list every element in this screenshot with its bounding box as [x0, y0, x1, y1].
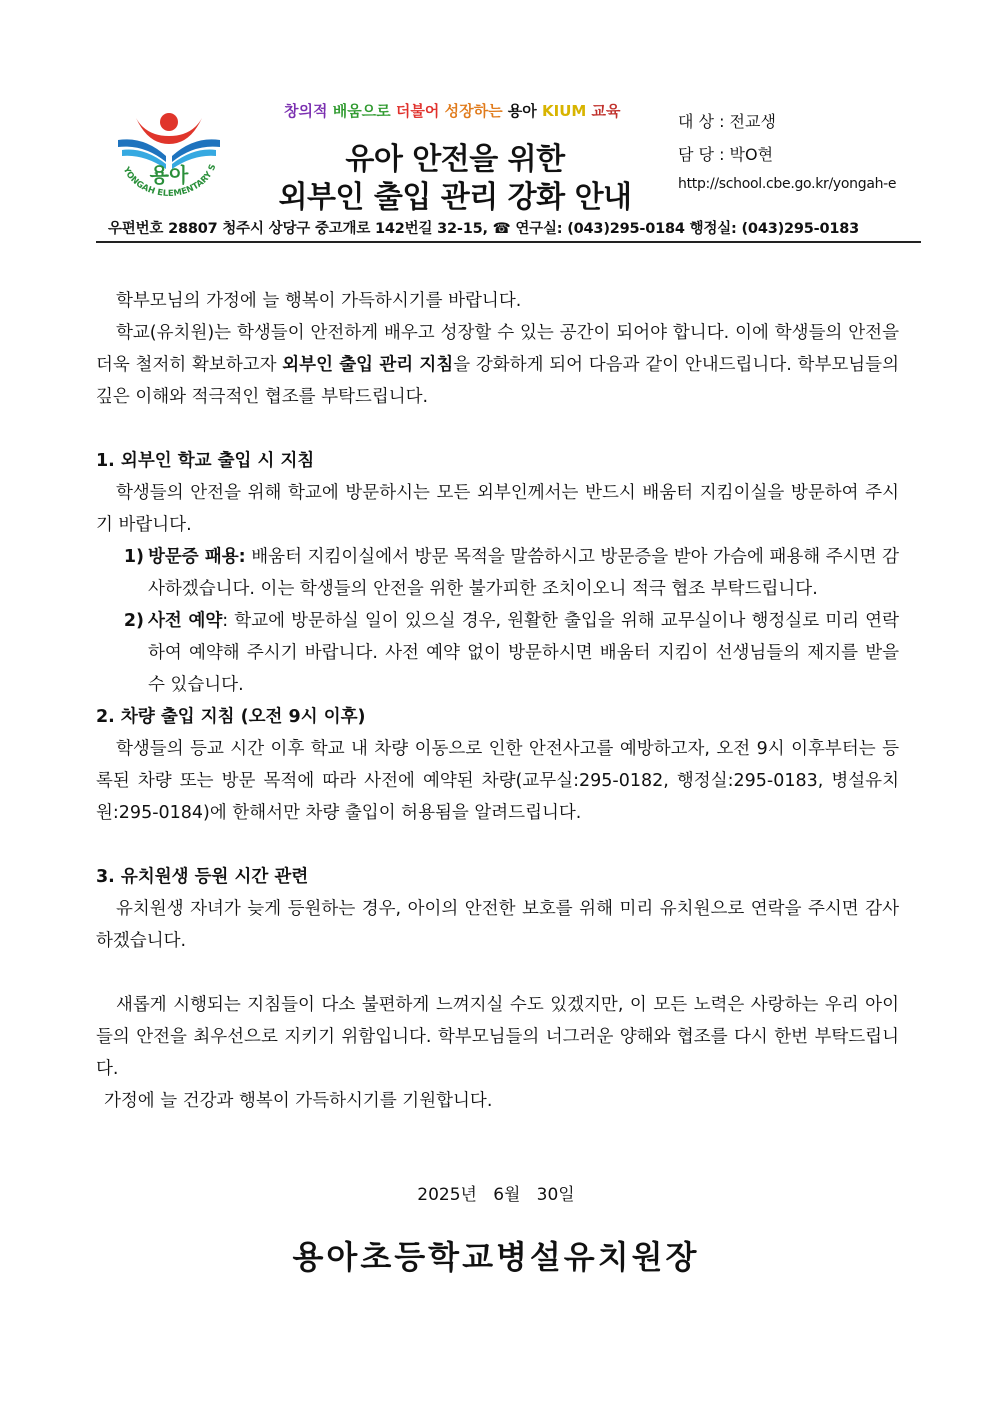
closing-paragraph: 새롭게 시행되는 지침들이 다소 불편하게 느껴지실 수도 있겠지만, 이 모든 노력은 사랑하는 우리 아이들의 안전을 최우선으로 지키기 위함입니다. 학부모님들의 너그러운 양해와 협조를 다시 한번 부탁드립니다.	[96, 995, 899, 1079]
intro-bold: 외부인 출입 관리 지침	[282, 355, 454, 375]
intro-text-b: 을 강화하게 되어 다음과 같이 안내드립니다. 학부모님들의 깊은 이해와 적극적인 협조를 부탁드립니다.	[96, 355, 899, 407]
section1-item-1	[96, 541, 899, 605]
section1-title: 1. 외부인 학교 출입 시 지침	[96, 451, 315, 471]
logo-text: 용아	[149, 163, 189, 187]
intro-paragraph	[96, 317, 899, 413]
target-audience: 대 상 : 전교생	[678, 112, 776, 131]
item-label: 방문증 패용:	[148, 547, 246, 567]
slogan-segment: 용아	[507, 102, 542, 120]
closing-wish: 가정에 늘 건강과 행복이 가득하시기를 기원합니다.	[104, 1091, 493, 1111]
section3-text: 유치원생 자녀가 늦게 등원하는 경우, 아이의 안전한 보호를 위해 미리 유치원으로 연락을 주시면 감사하겠습니다.	[96, 899, 899, 951]
document-title-line1: 유아 안전을 위한	[345, 142, 565, 177]
person-in-charge: 담 당 : 박O현	[678, 145, 774, 164]
item-label: 사전 예약	[148, 611, 223, 631]
item-number: 2)	[123, 611, 144, 631]
slogan-segment: 창의적	[284, 102, 333, 120]
greeting: 학부모님의 가정에 늘 행복이 가득하시기를 바랍니다.	[116, 291, 522, 311]
header-divider	[96, 241, 921, 243]
logo-school-name: YONGAH ELEMENTARY S	[120, 163, 219, 199]
slogan-segment: 교육	[591, 102, 621, 120]
slogan-segment: KIUM	[541, 102, 592, 120]
slogan-segment: 더불어	[395, 102, 445, 120]
school-logo	[108, 100, 230, 210]
document-title-line2: 외부인 출입 관리 강화 안내	[278, 180, 632, 215]
letter-body	[96, 285, 899, 1117]
item-text: 배움터 지킴이실에서 방문 목적을 말씀하시고 방문증을 받아 가슴에 패용해 주시면 감사하겠습니다. 이는 학생들의 안전을 위한 불가피한 조치이오니 적극 협조 부탁드립니다.	[148, 547, 899, 599]
school-slogan	[284, 100, 621, 121]
section1-text: 학생들의 안전을 위해 학교에 방문하시는 모든 외부인께서는 반드시 배움터 지킴이실을 방문하여 주시기 바랍니다.	[96, 483, 899, 535]
section3-title: 3. 유치원생 등원 시간 관련	[96, 867, 309, 887]
school-url: http://school.cbe.go.kr/yongah-e	[678, 176, 897, 192]
item-number: 1)	[123, 547, 144, 567]
section2-text: 학생들의 등교 시간 이후 학교 내 차량 이동으로 인한 안전사고를 예방하고자, 오전 9시 이후부터는 등록된 차량 또는 방문 목적에 따라 사전에 예약된 차량(교무실:295-0182, 행정실:295-0183, 병설유치원:295-0184)에 한해서만 차량 출입이 허용됨을 알려드립니다.	[96, 739, 899, 823]
signature: 용아초등학교병설유치원장	[292, 1238, 700, 1276]
slogan-segment: 성장하는	[444, 102, 508, 120]
slogan-segment: 배움으로	[332, 102, 396, 120]
item-text: : 학교에 방문하실 일이 있으실 경우, 원활한 출입을 위해 교무실이나 행정실로 미리 연락하여 예약해 주시기 바랍니다. 사전 예약 없이 방문하시면 배움터 지킴이 선생님들의 제지를 받을 수 있습니다.	[148, 611, 899, 695]
document-date: 2025년 6월 30일	[417, 1185, 575, 1205]
section1-item-2	[96, 605, 899, 701]
section2-title: 2. 차량 출입 지침 (오전 9시 이후)	[96, 707, 366, 727]
intro-text-a: 학교(유치원)는 학생들이 안전하게 배우고 성장할 수 있는 공간이 되어야 합니다. 이에 학생들의 안전을 더욱 철저히 확보하고자	[96, 323, 899, 375]
school-address: 우편번호 28807 청주시 상당구 중고개로 142번길 32-15, ☎ 연구실: (043)295-0184 행정실: (043)295-0183	[108, 221, 860, 237]
